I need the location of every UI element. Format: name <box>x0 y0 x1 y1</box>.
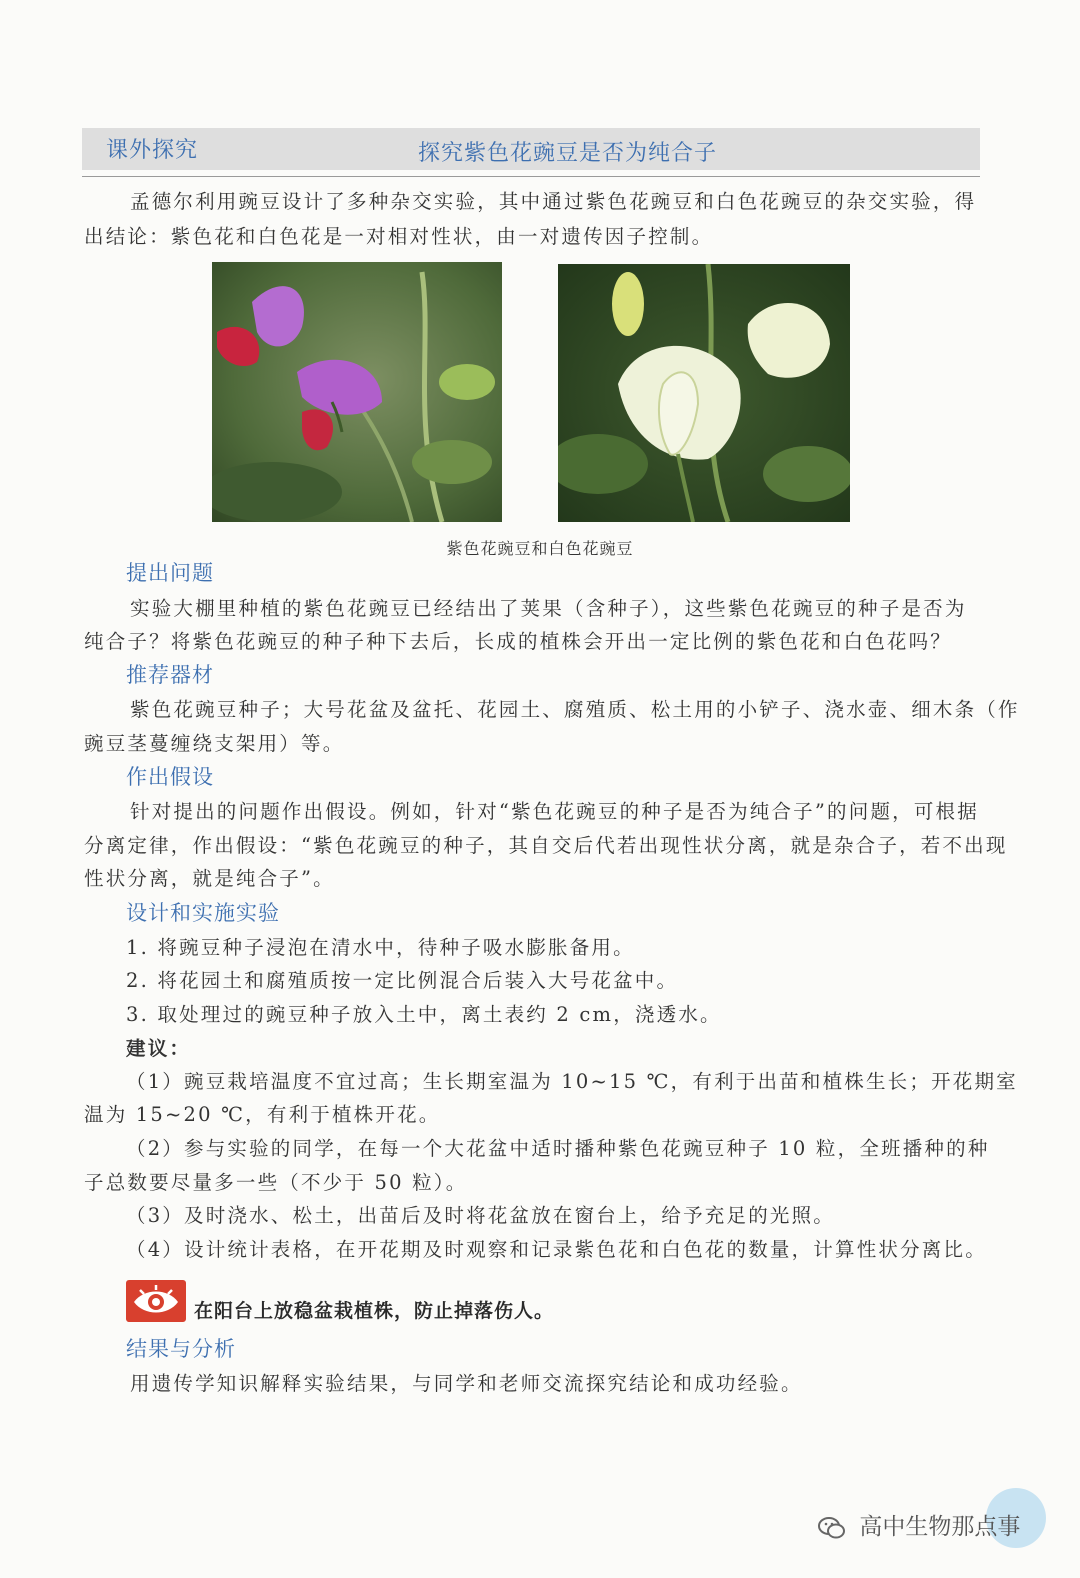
experiment-step: 1. 将豌豆种子浸泡在清水中，待种子吸水膨胀备用。 <box>126 936 635 959</box>
figure-caption: 紫色花豌豆和白色花豌豆 <box>446 539 634 558</box>
hypothesis-line: 针对提出的问题作出假设。例如，针对“紫色花豌豆的种子是否为纯合子”的问题，可根据 <box>130 800 979 823</box>
hypothesis-line: 分离定律，作出假设：“紫色花豌豆的种子，其自交后代若出现性状分离，就是杂合子，若不出现 <box>84 834 1008 857</box>
heading-question: 提出问题 <box>126 561 214 585</box>
heading-materials: 推荐器材 <box>126 663 214 687</box>
safety-note: 在阳台上放稳盆栽植株，防止掉落伤人。 <box>194 1300 555 1322</box>
advice-line: 温为 15~20 ℃，有利于植株开花。 <box>84 1103 441 1126</box>
question-line: 实验大棚里种植的紫色花豌豆已经结出了荚果（含种子），这些紫色花豌豆的种子是否为 <box>130 597 967 620</box>
banner-label: 课外探究 <box>106 138 199 163</box>
advice-line: （4）设计统计表格，在开花期及时观察和记录紫色花和白色花的数量，计算性状分离比。 <box>126 1238 987 1261</box>
wechat-watermark <box>818 1508 1080 1541</box>
heading-results: 结果与分析 <box>126 1337 236 1361</box>
materials-line: 紫色花豌豆种子；大号花盆及盆托、花园土、腐殖质、松土用的小铲子、浇水壶、细木条（作 <box>130 698 1020 721</box>
advice-line: 子总数要尽量多一些（不少于 50 粒）。 <box>84 1171 468 1194</box>
question-line: 纯合子？将紫色花豌豆的种子种下去后，长成的植株会开出一定比例的紫色花和白色花吗？ <box>84 630 953 653</box>
experiment-step: 2. 将花园土和腐殖质按一定比例混合后装入大号花盆中。 <box>126 969 679 992</box>
heading-hypothesis: 作出假设 <box>126 765 214 789</box>
experiment-step: 3. 取处理过的豌豆种子放入土中，离土表约 2 cm，浇透水。 <box>126 1003 722 1026</box>
materials-line: 豌豆茎蔓缠绕支架用）等。 <box>84 732 345 755</box>
results-line: 用遗传学知识解释实验结果，与同学和老师交流探究结论和成功经验。 <box>130 1372 803 1395</box>
eye-icon <box>126 1280 186 1322</box>
intro-line: 出结论：紫色花和白色花是一对相对性状，由一对遗传因子控制。 <box>84 225 714 248</box>
intro-line: 孟德尔利用豌豆设计了多种杂交实验，其中通过紫色花豌豆和白色花豌豆的杂交实验，得 <box>130 190 977 213</box>
advice-line: （3）及时浇水、松土，出苗后及时将花盆放在窗台上，给予充足的光照。 <box>126 1204 836 1227</box>
divider <box>82 176 980 177</box>
wechat-icon <box>818 1514 859 1540</box>
advice-label: 建议： <box>126 1037 192 1060</box>
banner-title: 探究紫色花豌豆是否为纯合子 <box>418 141 718 166</box>
advice-line: （1）豌豆栽培温度不宜过高；生长期室温为 10~15 ℃，有利于出苗和植株生长；开花期室 <box>126 1070 1018 1093</box>
purple-pea-flower-photo <box>212 262 502 522</box>
white-pea-flower-photo <box>558 264 850 522</box>
watermark-text: 高中生物那点事 <box>859 1514 1021 1540</box>
hypothesis-line: 性状分离，就是纯合子”。 <box>84 867 335 890</box>
heading-experiment: 设计和实施实验 <box>126 901 280 925</box>
advice-line: （2）参与实验的同学，在每一个大花盆中适时播种紫色花豌豆种子 10 粒，全班播种的种 <box>126 1137 990 1160</box>
